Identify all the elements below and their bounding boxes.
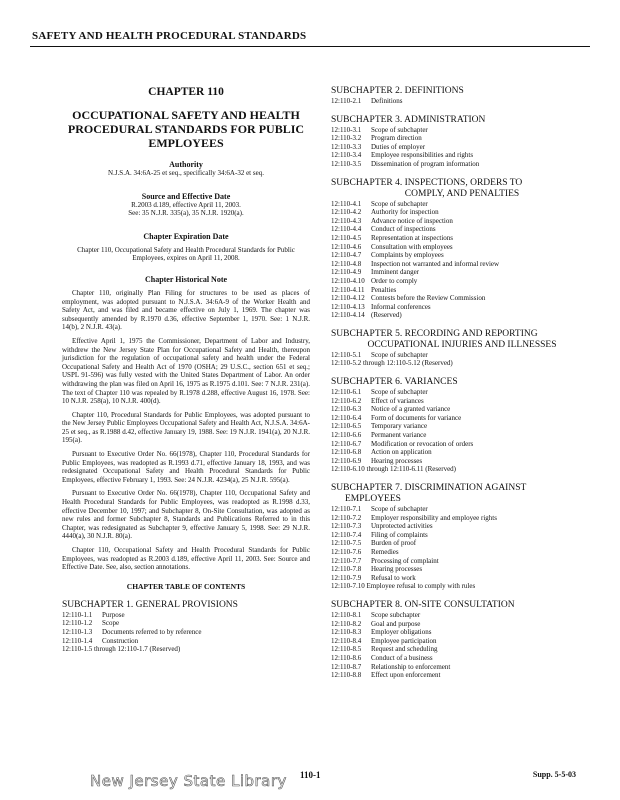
section-title: Contests before the Review Commission xyxy=(371,294,486,303)
section-title: Scope of subchapter xyxy=(371,388,428,397)
section-title: Scope xyxy=(102,619,120,628)
section-title: Hearing processes xyxy=(371,565,423,574)
section-number: 12:110-8.4 xyxy=(331,636,362,645)
right-column xyxy=(331,86,593,680)
toc-row xyxy=(331,514,593,523)
subchapter-5-title-cont: OCCUPATIONAL INJURIES AND ILLNESSES xyxy=(367,339,557,350)
toc-row xyxy=(331,505,593,514)
section-number: 12:110-4.8 xyxy=(331,259,362,268)
section-title: Representation at inspections xyxy=(371,233,454,242)
toc-row xyxy=(331,531,593,540)
section-title: Temporary variance xyxy=(371,422,428,431)
subchapter-8-title: SUBCHAPTER 8. ON-SITE CONSULTATION xyxy=(331,599,515,610)
section-number: 12:110-4.5 xyxy=(331,233,362,242)
toc-row xyxy=(331,143,593,152)
section-number: 12:110-7.6 xyxy=(331,547,362,556)
section-title: Modification or revocation of orders xyxy=(371,439,474,448)
section-number: 12:110-8.6 xyxy=(331,653,362,662)
toc-row xyxy=(331,388,593,397)
section-title: Refusal to work xyxy=(371,573,416,582)
toc-row xyxy=(331,303,593,312)
toc-row xyxy=(331,637,593,646)
toc-row xyxy=(331,431,593,440)
section-number: 12:110-6.5 xyxy=(331,422,362,431)
section-number: 12:110-3.5 xyxy=(331,159,362,168)
subchapter-2-title: SUBCHAPTER 2. DEFINITIONS xyxy=(331,86,464,96)
section-title: Remedies xyxy=(371,547,399,556)
toc-row xyxy=(331,260,593,269)
section-number: 12:110-5.1 xyxy=(331,350,362,359)
toc-row xyxy=(62,619,310,628)
section-title: Filing of complaints xyxy=(371,530,428,539)
toc-row xyxy=(331,311,593,320)
section-title: Penalties xyxy=(371,285,397,294)
toc-heading: CHAPTER TABLE OF CONTENTS xyxy=(126,581,246,591)
section-number: 12:110-7.8 xyxy=(331,565,362,574)
section-title: Employee responsibilities and rights xyxy=(371,151,474,160)
toc-row xyxy=(331,663,593,672)
section-number: 12:110-7.7 xyxy=(331,556,362,565)
toc-row xyxy=(331,645,593,654)
history-para: Pursuant to Executive Order No. 66(1978), Chapter 110, Procedural Standards for Public Employees, was readopted as R.1993 d.71, effective January 18, 1993, and was redesignated Occupational Safety and Health Procedural Standards for Public Employees, effective February 1, 1993. See: 24 N.J.R. 4234(a), 25 N.J.R. 595(a). xyxy=(62,450,310,484)
section-number: 12:110-7.1 xyxy=(331,505,362,513)
section-number: 12:110-6.1 xyxy=(331,388,362,397)
toc-row xyxy=(331,422,593,431)
section-number: 12:110-4.9 xyxy=(331,268,362,277)
history-para: Pursuant to Executive Order No. 66(1978), Chapter 110, Occupational Safety and Health Procedural Standards for Public Employees, was readopted as R.1998 d.33, effective December 10, 1997; and Subchapter 8, On-Site Consultation, was adopted as new rules and former Subchapter 8, Standards and Publications Referred to in this Chapter, was redesignated as Subchapter 9, effective January 5, 1998. See: 29 N.J.R. 4440(a), 30 N.J.R. 80(a). xyxy=(62,489,310,541)
section-number: 12:110-4.14 xyxy=(331,311,365,320)
subchapter-6-title: SUBCHAPTER 6. VARIANCES xyxy=(331,377,458,388)
section-title: Dissemination of program information xyxy=(371,159,480,168)
toc-row xyxy=(331,97,593,106)
subchapter-7-list xyxy=(331,505,593,582)
toc-row xyxy=(331,414,593,423)
toc-row xyxy=(331,243,593,252)
expiration-heading: Chapter Expiration Date xyxy=(143,231,229,241)
section-title: Effect upon enforcement xyxy=(371,671,441,680)
history-para: Chapter 110, Occupational Safety and Health Procedural Standards for Public Employees, was readopted as R.2003 d.189, effective April 11, 2003. See: Source and Effective Date. See, also, section annotations. xyxy=(62,546,310,572)
section-title: Program direction xyxy=(371,134,422,143)
section-title: Complaints by employees xyxy=(371,251,444,260)
chapter-number: CHAPTER 110 xyxy=(148,86,224,98)
toc-row-tail: 12:110-7.10 Employee refusal to comply with rules xyxy=(331,582,476,591)
toc-row xyxy=(331,225,593,234)
subchapter-4-title-cont: COMPLY, AND PENALTIES xyxy=(404,188,520,199)
section-title: Permanent variance xyxy=(371,431,427,440)
section-number: 12:110-7.4 xyxy=(331,530,362,539)
toc-row xyxy=(331,620,593,629)
authority-text: N.J.S.A. 34:6A-25 et seq., specifically 34:6A-32 et seq. xyxy=(108,169,264,177)
section-number: 12:110-3.2 xyxy=(331,134,362,143)
section-number: 12:110-3.4 xyxy=(331,151,362,160)
toc-row xyxy=(331,277,593,286)
header-rule xyxy=(30,46,590,47)
section-title: Informal conferences xyxy=(371,302,431,311)
toc-row xyxy=(331,539,593,548)
section-title: Definitions xyxy=(371,97,403,105)
section-title: Documents referred to by reference xyxy=(102,627,202,636)
section-number: 12:110-6.9 xyxy=(331,456,362,465)
toc-row xyxy=(331,397,593,406)
subchapter-1-title: SUBCHAPTER 1. GENERAL PROVISIONS xyxy=(62,599,238,610)
subchapter-6-list xyxy=(331,388,593,465)
section-number: 12:110-4.12 xyxy=(331,294,365,303)
subchapter-7-title-cont: EMPLOYEES xyxy=(345,494,401,504)
section-number: 12:110-7.5 xyxy=(331,539,362,548)
expiration-text: Chapter 110, Occupational Safety and Health Procedural Standards for Public Employees, expires on April 11, 2008. xyxy=(77,245,295,263)
subchapter-5-list xyxy=(331,351,593,360)
toc-row-tail: 12:110-5.2 through 12:110-5.12 (Reserved) xyxy=(331,359,453,368)
library-watermark: New Jersey State Library xyxy=(90,772,287,790)
toc-row xyxy=(331,160,593,169)
toc-row xyxy=(331,611,593,620)
section-number: 12:110-1.1 xyxy=(62,610,93,619)
section-number: 12:110-6.7 xyxy=(331,439,362,448)
section-title: Burden of proof xyxy=(371,539,417,548)
section-title: Consultation with employees xyxy=(371,242,453,251)
section-number: 12:110-4.2 xyxy=(331,208,362,217)
section-title: Scope of subchapter xyxy=(371,125,428,134)
page-number: 110-1 xyxy=(300,770,321,780)
source-text-1: R.2003 d.189, effective April 11, 2003. xyxy=(131,200,241,209)
section-number: 12:110-4.6 xyxy=(331,242,362,251)
authority-heading: Authority xyxy=(169,160,203,169)
section-title: Conduct of inspections xyxy=(371,225,436,234)
section-title: Notice of a granted variance xyxy=(371,405,451,414)
subchapter-7-title: SUBCHAPTER 7. DISCRIMINATION AGAINST xyxy=(331,483,527,493)
subchapter-4-list xyxy=(331,200,593,320)
subchapter-2-list xyxy=(331,97,593,106)
section-title: Advance notice of inspection xyxy=(371,216,453,225)
toc-row xyxy=(62,611,310,620)
toc-row xyxy=(331,548,593,557)
section-title: Inspection not warranted and informal review xyxy=(371,259,500,268)
toc-row xyxy=(331,134,593,143)
section-number: 12:110-1.2 xyxy=(62,619,93,628)
section-number: 12:110-6.3 xyxy=(331,405,362,414)
section-title: (Reserved) xyxy=(371,311,402,320)
section-number: 12:110-4.3 xyxy=(331,216,362,225)
toc-row xyxy=(331,654,593,663)
section-number: 12:110-6.8 xyxy=(331,448,362,457)
left-column xyxy=(62,80,310,654)
subchapter-3-title: SUBCHAPTER 3. ADMINISTRATION xyxy=(331,114,486,125)
section-title: Scope of subchapter xyxy=(371,199,428,208)
section-number: 12:110-1.3 xyxy=(62,627,93,636)
section-title: Scope of subchapter xyxy=(371,350,428,359)
section-number: 12:110-4.13 xyxy=(331,302,365,311)
section-number: 12:110-8.8 xyxy=(331,671,362,680)
section-number: 12:110-8.7 xyxy=(331,662,362,671)
section-number: 12:110-1.4 xyxy=(62,636,93,645)
section-number: 12:110-4.7 xyxy=(331,251,362,260)
toc-row xyxy=(331,286,593,295)
section-number: 12:110-4.4 xyxy=(331,225,362,234)
toc-row xyxy=(331,522,593,531)
section-number: 12:110-6.4 xyxy=(331,413,362,422)
section-number: 12:110-8.2 xyxy=(331,619,362,628)
toc-row xyxy=(62,628,310,637)
section-number: 12:110-7.3 xyxy=(331,522,362,531)
toc-row-tail: 12:110-1.5 through 12:110-1.7 (Reserved) xyxy=(62,645,181,654)
section-title: Effect of variances xyxy=(371,396,424,405)
section-number: 12:110-8.5 xyxy=(331,645,362,654)
section-title: Scope subchapter xyxy=(371,610,421,619)
history-para: Chapter 110, Procedural Standards for Public Employees, was adopted pursuant to the New Jersey Public Employees Occupational Safety and Health Act, N.J.S.A. 34:6A-25 et seq., as R.1988 d.42, effective January 19, 1988. See: 19 N.J.R. 1941(a), 20 N.J.R. 195(a). xyxy=(62,410,310,445)
toc-row xyxy=(331,671,593,680)
section-title: Goal and purpose xyxy=(371,619,421,628)
toc-row xyxy=(331,448,593,457)
section-title: Purpose xyxy=(102,610,125,619)
section-title: Hearing processes xyxy=(371,456,423,465)
source-heading: Source and Effective Date xyxy=(141,191,231,201)
section-title: Unprotected activities xyxy=(371,522,433,531)
history-heading: Chapter Historical Note xyxy=(144,274,228,284)
section-number: 12:110-8.1 xyxy=(331,610,362,619)
toc-row xyxy=(331,457,593,466)
section-title: Duties of employer xyxy=(371,142,426,151)
toc-row xyxy=(331,351,593,360)
toc-row xyxy=(331,200,593,209)
subchapter-1-list xyxy=(62,611,310,645)
section-title: Construction xyxy=(102,636,139,645)
section-title: Request and scheduling xyxy=(371,645,438,654)
section-number: 12:110-4.1 xyxy=(331,199,362,208)
section-title: Conduct of a business xyxy=(371,653,433,662)
section-number: 12:110-8.3 xyxy=(331,628,362,637)
section-title: Order to comply xyxy=(371,276,418,285)
subchapter-8-list xyxy=(331,611,593,680)
subchapter-5-title: SUBCHAPTER 5. RECORDING AND REPORTING xyxy=(331,328,538,339)
section-number: 12:110-4.10 xyxy=(331,276,365,285)
toc-row xyxy=(331,565,593,574)
section-title: Employer responsibility and employee rights xyxy=(371,513,497,522)
section-number: 12:110-6.2 xyxy=(331,396,362,405)
section-title: Action on application xyxy=(371,448,432,457)
running-header: SAFETY AND HEALTH PROCEDURAL STANDARDS xyxy=(32,30,307,42)
toc-row xyxy=(331,628,593,637)
subchapter-3-list xyxy=(331,126,593,169)
section-number: 12:110-4.11 xyxy=(331,285,365,294)
section-number: 12:110-6.6 xyxy=(331,431,362,440)
history-para: Chapter 110, originally Plan Filing for structures to be used as places of employment, was adopted pursuant to N.J.S.A. 34:6A-9 of the Worker Health and Safety Act, and was filed and became effective on July 1, 1969. The chapter was subsequently amended by R.1970 d.36, effective September 1, 1970. See: 1 N.J.R. 14(b), 2 N.J.R. 43(a). xyxy=(62,288,310,332)
section-title: Relationship to enforcement xyxy=(371,662,451,671)
chapter-title: OCCUPATIONAL SAFETY AND HEALTH PROCEDURAL STANDARDS FOR PUBLIC EMPLOYEES xyxy=(67,108,305,150)
section-title: Scope of subchapter xyxy=(371,505,428,513)
section-number: 12:110-2.1 xyxy=(331,97,362,105)
toc-row-tail: 12:110-6.10 through 12:110-6.11 (Reserved) xyxy=(331,465,457,474)
section-number: 12:110-3.3 xyxy=(331,142,362,151)
toc-row xyxy=(331,126,593,135)
toc-row xyxy=(331,440,593,449)
section-title: Form of documents for variance xyxy=(371,413,462,422)
source-text-2: See: 35 N.J.R. 335(a), 35 N.J.R. 1920(a). xyxy=(128,209,244,218)
section-title: Authority for inspection xyxy=(371,208,439,217)
section-title: Processing of complaint xyxy=(371,556,439,565)
toc-row xyxy=(331,405,593,414)
section-title: Imminent danger xyxy=(371,268,420,277)
toc-row xyxy=(62,637,310,646)
toc-row xyxy=(331,251,593,260)
toc-row xyxy=(331,217,593,226)
supplement-date: Supp. 5-5-03 xyxy=(532,770,576,779)
section-number: 12:110-7.2 xyxy=(331,513,362,522)
toc-row xyxy=(331,574,593,583)
subchapter-4-title: SUBCHAPTER 4. INSPECTIONS, ORDERS TO xyxy=(331,177,523,188)
section-number: 12:110-3.1 xyxy=(331,125,362,134)
toc-row xyxy=(331,234,593,243)
toc-row xyxy=(331,268,593,277)
toc-row xyxy=(331,557,593,566)
section-title: Employee participation xyxy=(371,636,437,645)
section-number: 12:110-7.9 xyxy=(331,573,362,582)
toc-row xyxy=(331,294,593,303)
section-title: Employer obligations xyxy=(371,628,432,637)
toc-row xyxy=(331,151,593,160)
toc-row xyxy=(331,208,593,217)
history-para: Effective April 1, 1975 the Commissioner, Department of Labor and Industry, withdrew the New Jersey State Plan for Occupational Safety and Health, thereupon jurisdiction for the regulation of occupational safety and health under the Federal Occupational Safety and Health Act of 1970 (OSHA; 29 U.S.C., section 651 et seq.; USPL 91-596) was fully vested with the United States Department of Labor. An order withdrawing the plan was filed on April 16, 1975 as R.1975 d.101. See: 7 N.J.R. 231(a). The text of Chapter 110 was repealed by R.1978 d.288, effective August 16, 1978. See: 10 N.J.R. 258(a), 10 N.J.R. 400(d). xyxy=(62,336,310,406)
